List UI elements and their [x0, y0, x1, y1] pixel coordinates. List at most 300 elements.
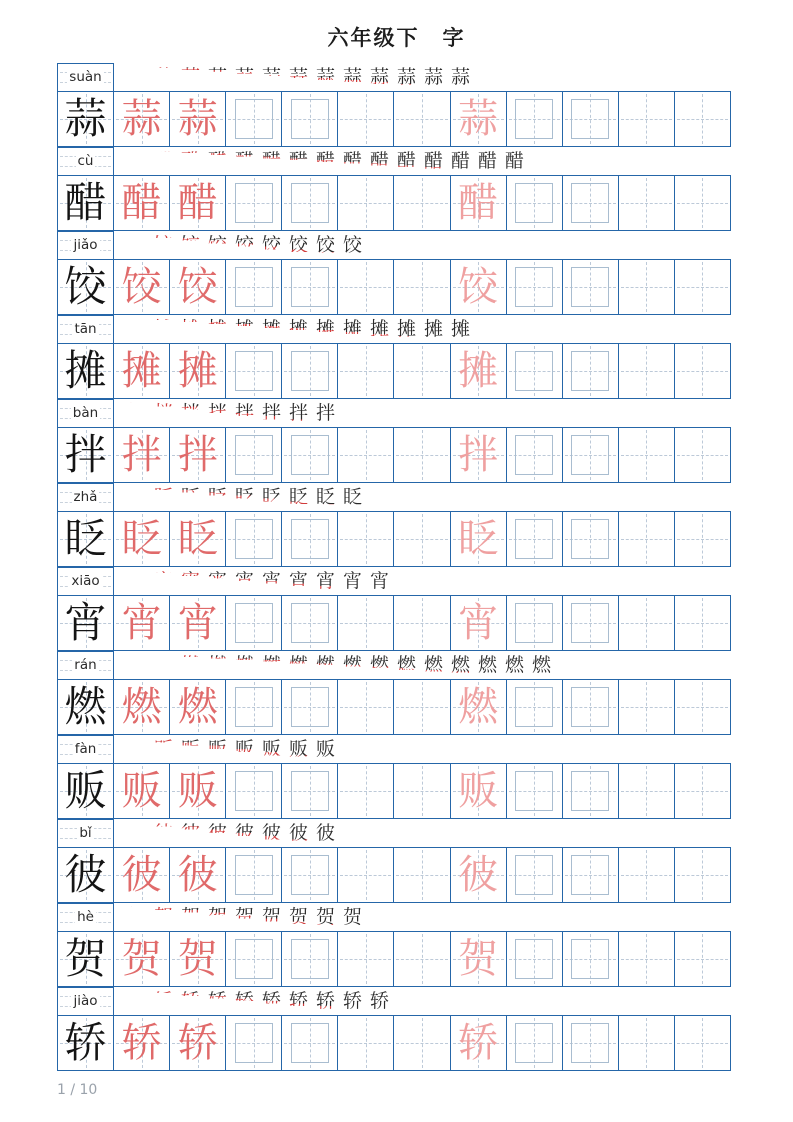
stroke-step-glyph: 醋	[261, 150, 281, 172]
stroke-step-glyph: 拌	[261, 402, 281, 424]
stroke-step-glyph: 贩	[234, 738, 254, 760]
model-character: 眨	[64, 514, 107, 563]
writing-guide-box	[291, 687, 329, 727]
trace-character-cell	[451, 932, 507, 986]
empty-box-cell	[507, 932, 563, 986]
stroke-step-glyph: 轿	[261, 990, 281, 1012]
model-character-cell	[58, 596, 114, 650]
empty-box-cell	[507, 344, 563, 398]
empty-box-cell	[282, 260, 338, 314]
writing-guide-box	[571, 603, 609, 643]
stroke-step-glyph: 彼	[180, 822, 200, 844]
trace-character: 轿	[177, 1020, 218, 1066]
writing-guide-box	[235, 939, 273, 979]
empty-practice-cell	[394, 932, 450, 986]
trace-character: 摊	[177, 348, 218, 394]
stroke-order-strip	[57, 399, 731, 427]
pinyin-box	[57, 483, 114, 511]
trace-character-cell	[114, 344, 170, 398]
stroke-order-strip	[57, 147, 731, 175]
stroke-step-glyph: 眨	[234, 486, 254, 508]
stroke-step-glyph: 彼	[261, 822, 281, 844]
stroke-order-strip	[57, 231, 731, 259]
writing-guide-box	[235, 183, 273, 223]
stroke-step-glyph: 摊	[396, 318, 416, 340]
stroke-step-glyph: 摊	[342, 318, 362, 340]
stroke-step-glyph: 燃	[126, 654, 146, 676]
stroke-step-glyph: 摊	[423, 318, 443, 340]
character-block	[57, 735, 731, 819]
trace-character: 宵	[177, 600, 218, 646]
stroke-step-glyph: 摊	[153, 318, 173, 340]
trace-character-cell	[114, 848, 170, 902]
empty-practice-cell	[338, 1016, 394, 1070]
empty-box-cell	[226, 428, 282, 482]
trace-character: 贩	[121, 768, 162, 814]
empty-practice-cell	[394, 848, 450, 902]
model-character-cell	[58, 344, 114, 398]
stroke-step-glyph: 拌	[315, 402, 335, 424]
empty-practice-cell	[338, 596, 394, 650]
empty-box-cell	[563, 596, 619, 650]
stroke-step-glyph: 贺	[315, 906, 335, 928]
stroke-step-glyph: 贩	[315, 738, 335, 760]
stroke-sequence	[114, 231, 731, 259]
stroke-step-glyph: 燃	[477, 654, 497, 676]
stroke-step-glyph: 摊	[288, 318, 308, 340]
stroke-order-strip	[57, 987, 731, 1015]
empty-box-cell	[226, 596, 282, 650]
stroke-step-glyph: 轿	[126, 990, 146, 1012]
stroke-step-glyph: 蒜	[288, 66, 308, 88]
stroke-step-glyph: 拌	[126, 402, 146, 424]
model-character: 燃	[64, 682, 107, 731]
stroke-step-glyph: 燃	[207, 654, 227, 676]
empty-practice-cell	[338, 344, 394, 398]
empty-box-cell	[507, 1016, 563, 1070]
stroke-step-glyph: 燃	[180, 654, 200, 676]
empty-practice-cell	[675, 680, 730, 734]
empty-practice-cell	[338, 764, 394, 818]
practice-grid-row	[57, 343, 731, 399]
writing-guide-box	[235, 267, 273, 307]
writing-guide-box	[291, 519, 329, 559]
trace-character-cell	[114, 596, 170, 650]
stroke-sequence	[114, 903, 731, 931]
empty-practice-cell	[675, 596, 730, 650]
trace-character: 贺	[458, 936, 499, 982]
trace-character: 眨	[458, 516, 499, 562]
trace-character-cell	[170, 932, 226, 986]
empty-box-cell	[507, 596, 563, 650]
stroke-sequence	[114, 147, 731, 175]
writing-guide-box	[515, 99, 553, 139]
stroke-step-glyph: 贺	[261, 906, 281, 928]
trace-character-cell	[114, 92, 170, 146]
pinyin-label: fàn	[74, 740, 97, 757]
trace-character: 宵	[458, 600, 499, 646]
trace-character-cell	[114, 260, 170, 314]
trace-character: 拌	[177, 432, 218, 478]
stroke-step-glyph: 宵	[153, 570, 173, 592]
empty-box-cell	[226, 260, 282, 314]
empty-practice-cell	[619, 260, 675, 314]
empty-box-cell	[226, 512, 282, 566]
stroke-step-glyph: 燃	[261, 654, 281, 676]
stroke-step-glyph: 彼	[126, 822, 146, 844]
trace-character-cell	[451, 260, 507, 314]
stroke-step-glyph: 宵	[342, 570, 362, 592]
stroke-step-glyph: 轿	[180, 990, 200, 1012]
stroke-step-glyph: 醋	[315, 150, 335, 172]
empty-box-cell	[563, 680, 619, 734]
empty-box-cell	[563, 512, 619, 566]
stroke-step-glyph: 彼	[153, 822, 173, 844]
stroke-step-glyph: 彼	[234, 822, 254, 844]
stroke-step-glyph: 摊	[261, 318, 281, 340]
stroke-step-glyph: 眨	[207, 486, 227, 508]
empty-practice-cell	[619, 932, 675, 986]
stroke-order-strip	[57, 735, 731, 763]
stroke-step-glyph: 醋	[342, 150, 362, 172]
stroke-step-glyph: 醋	[153, 150, 173, 172]
practice-grid-row	[57, 679, 731, 735]
stroke-step-glyph: 拌	[180, 402, 200, 424]
stroke-step-glyph: 宵	[180, 570, 200, 592]
stroke-step-glyph: 彼	[315, 822, 335, 844]
model-character-cell	[58, 764, 114, 818]
empty-box-cell	[563, 176, 619, 230]
empty-box-cell	[507, 92, 563, 146]
empty-practice-cell	[338, 848, 394, 902]
writing-guide-box	[571, 1023, 609, 1063]
trace-character: 蒜	[121, 96, 162, 142]
pinyin-box	[57, 987, 114, 1015]
empty-practice-cell	[619, 428, 675, 482]
pinyin-box	[57, 231, 114, 259]
stroke-order-strip	[57, 819, 731, 847]
trace-character-cell	[451, 428, 507, 482]
model-character: 彼	[64, 850, 107, 899]
pinyin-box	[57, 315, 114, 343]
stroke-sequence	[114, 651, 731, 679]
stroke-order-strip	[57, 483, 731, 511]
empty-practice-cell	[338, 176, 394, 230]
character-block	[57, 567, 731, 651]
stroke-step-glyph: 蒜	[396, 66, 416, 88]
stroke-step-glyph: 燃	[288, 654, 308, 676]
writing-guide-box	[515, 519, 553, 559]
writing-guide-box	[291, 267, 329, 307]
stroke-step-glyph: 贩	[288, 738, 308, 760]
stroke-step-glyph: 贺	[342, 906, 362, 928]
stroke-step-glyph: 眨	[288, 486, 308, 508]
stroke-step-glyph: 燃	[153, 654, 173, 676]
stroke-order-strip	[57, 903, 731, 931]
practice-grid-row	[57, 595, 731, 651]
trace-character: 拌	[121, 432, 162, 478]
writing-guide-box	[571, 687, 609, 727]
writing-guide-box	[291, 351, 329, 391]
trace-character: 彼	[458, 852, 499, 898]
stroke-step-glyph: 蒜	[180, 66, 200, 88]
model-character: 拌	[64, 430, 107, 479]
trace-character: 蒜	[177, 96, 218, 142]
empty-box-cell	[282, 428, 338, 482]
empty-box-cell	[507, 260, 563, 314]
pinyin-box	[57, 63, 114, 91]
writing-guide-box	[571, 855, 609, 895]
trace-character-cell	[170, 176, 226, 230]
stroke-step-glyph: 燃	[450, 654, 470, 676]
stroke-step-glyph: 摊	[207, 318, 227, 340]
stroke-step-glyph: 燃	[234, 654, 254, 676]
stroke-step-glyph: 饺	[261, 234, 281, 256]
model-character: 贺	[64, 934, 107, 983]
character-block	[57, 483, 731, 567]
stroke-step-glyph: 燃	[315, 654, 335, 676]
pinyin-label: tān	[74, 320, 97, 337]
stroke-step-glyph: 贩	[207, 738, 227, 760]
stroke-step-glyph: 饺	[315, 234, 335, 256]
trace-character: 饺	[121, 264, 162, 310]
stroke-step-glyph: 蒜	[234, 66, 254, 88]
trace-character: 蒜	[458, 96, 499, 142]
stroke-step-glyph: 醋	[423, 150, 443, 172]
stroke-step-glyph: 贺	[288, 906, 308, 928]
stroke-step-glyph: 轿	[288, 990, 308, 1012]
empty-practice-cell	[675, 260, 730, 314]
trace-character: 贺	[177, 936, 218, 982]
empty-practice-cell	[394, 260, 450, 314]
writing-guide-box	[571, 351, 609, 391]
stroke-step-glyph: 宵	[288, 570, 308, 592]
page-title: 六年级下 字	[327, 26, 466, 50]
trace-character: 轿	[458, 1020, 499, 1066]
trace-character: 彼	[177, 852, 218, 898]
empty-practice-cell	[619, 764, 675, 818]
empty-box-cell	[507, 680, 563, 734]
trace-character: 饺	[177, 264, 218, 310]
stroke-step-glyph: 燃	[342, 654, 362, 676]
stroke-step-glyph: 摊	[180, 318, 200, 340]
model-character-cell	[58, 512, 114, 566]
stroke-step-glyph: 眨	[261, 486, 281, 508]
stroke-step-glyph: 拌	[207, 402, 227, 424]
stroke-step-glyph: 醋	[396, 150, 416, 172]
empty-practice-cell	[338, 428, 394, 482]
stroke-sequence	[114, 399, 731, 427]
empty-practice-cell	[675, 176, 730, 230]
stroke-step-glyph: 饺	[342, 234, 362, 256]
empty-practice-cell	[675, 92, 730, 146]
empty-practice-cell	[394, 764, 450, 818]
trace-character: 宵	[121, 600, 162, 646]
writing-guide-box	[291, 1023, 329, 1063]
stroke-sequence	[114, 567, 731, 595]
empty-practice-cell	[394, 92, 450, 146]
stroke-order-strip	[57, 315, 731, 343]
pinyin-label: bàn	[72, 404, 99, 421]
stroke-step-glyph: 蒜	[342, 66, 362, 88]
writing-guide-box	[571, 183, 609, 223]
trace-character-cell	[114, 1016, 170, 1070]
trace-character: 醋	[458, 180, 499, 226]
stroke-step-glyph: 醋	[207, 150, 227, 172]
trace-character-cell	[451, 596, 507, 650]
writing-guide-box	[515, 687, 553, 727]
model-character-cell	[58, 92, 114, 146]
stroke-step-glyph: 醋	[504, 150, 524, 172]
pinyin-label: jiǎo	[73, 236, 98, 253]
trace-character: 摊	[458, 348, 499, 394]
empty-practice-cell	[394, 428, 450, 482]
stroke-step-glyph: 蒜	[369, 66, 389, 88]
stroke-step-glyph: 蒜	[450, 66, 470, 88]
trace-character-cell	[170, 344, 226, 398]
trace-character-cell	[451, 512, 507, 566]
empty-box-cell	[563, 1016, 619, 1070]
stroke-step-glyph: 燃	[531, 654, 551, 676]
trace-character-cell	[114, 176, 170, 230]
empty-box-cell	[507, 848, 563, 902]
empty-box-cell	[563, 428, 619, 482]
stroke-step-glyph: 蒜	[315, 66, 335, 88]
stroke-step-glyph: 轿	[234, 990, 254, 1012]
model-character: 轿	[64, 1018, 107, 1067]
stroke-step-glyph: 醋	[369, 150, 389, 172]
empty-box-cell	[282, 596, 338, 650]
stroke-step-glyph: 宵	[234, 570, 254, 592]
stroke-step-glyph: 贩	[261, 738, 281, 760]
stroke-step-glyph: 摊	[369, 318, 389, 340]
model-character-cell	[58, 176, 114, 230]
writing-guide-box	[291, 435, 329, 475]
trace-character: 拌	[458, 432, 499, 478]
empty-practice-cell	[619, 596, 675, 650]
stroke-sequence	[114, 315, 731, 343]
writing-guide-box	[291, 603, 329, 643]
pinyin-box	[57, 651, 114, 679]
model-character-cell	[58, 932, 114, 986]
stroke-step-glyph: 宵	[207, 570, 227, 592]
stroke-step-glyph: 醋	[288, 150, 308, 172]
empty-practice-cell	[394, 344, 450, 398]
trace-character-cell	[170, 848, 226, 902]
stroke-step-glyph: 燃	[369, 654, 389, 676]
empty-practice-cell	[619, 344, 675, 398]
trace-character: 贺	[121, 936, 162, 982]
trace-character-cell	[451, 848, 507, 902]
stroke-step-glyph: 轿	[342, 990, 362, 1012]
writing-guide-box	[235, 435, 273, 475]
practice-grid-row	[57, 1015, 731, 1071]
stroke-order-strip	[57, 63, 731, 91]
empty-practice-cell	[338, 92, 394, 146]
practice-grid-row	[57, 763, 731, 819]
empty-box-cell	[226, 176, 282, 230]
model-character-cell	[58, 428, 114, 482]
practice-grid-row	[57, 91, 731, 147]
stroke-sequence	[114, 819, 731, 847]
stroke-step-glyph: 宵	[261, 570, 281, 592]
trace-character-cell	[451, 764, 507, 818]
empty-box-cell	[563, 344, 619, 398]
writing-guide-box	[571, 99, 609, 139]
model-character: 醋	[64, 178, 107, 227]
empty-box-cell	[226, 344, 282, 398]
trace-character-cell	[114, 764, 170, 818]
empty-box-cell	[507, 428, 563, 482]
empty-box-cell	[226, 92, 282, 146]
model-character: 宵	[64, 598, 107, 647]
stroke-step-glyph: 贩	[180, 738, 200, 760]
character-block	[57, 987, 731, 1071]
model-character-cell	[58, 1016, 114, 1070]
stroke-step-glyph: 饺	[207, 234, 227, 256]
pinyin-box	[57, 567, 114, 595]
stroke-step-glyph: 拌	[153, 402, 173, 424]
trace-character-cell	[170, 92, 226, 146]
trace-character: 贩	[458, 768, 499, 814]
character-block	[57, 651, 731, 735]
pinyin-box	[57, 399, 114, 427]
stroke-step-glyph: 贺	[207, 906, 227, 928]
writing-guide-box	[515, 939, 553, 979]
empty-box-cell	[282, 764, 338, 818]
stroke-step-glyph: 拌	[234, 402, 254, 424]
writing-guide-box	[235, 771, 273, 811]
trace-character-cell	[170, 1016, 226, 1070]
stroke-step-glyph: 贺	[153, 906, 173, 928]
stroke-step-glyph: 贩	[126, 738, 146, 760]
empty-practice-cell	[675, 764, 730, 818]
trace-character-cell	[451, 176, 507, 230]
empty-practice-cell	[338, 932, 394, 986]
empty-box-cell	[563, 92, 619, 146]
stroke-step-glyph: 醋	[477, 150, 497, 172]
pinyin-label: zhǎ	[73, 488, 98, 505]
trace-character-cell	[170, 680, 226, 734]
writing-guide-box	[571, 519, 609, 559]
writing-guide-box	[515, 855, 553, 895]
model-character-cell	[58, 680, 114, 734]
empty-box-cell	[282, 92, 338, 146]
writing-guide-box	[515, 771, 553, 811]
stroke-order-strip	[57, 651, 731, 679]
trace-character: 燃	[121, 684, 162, 730]
empty-practice-cell	[675, 932, 730, 986]
writing-guide-box	[571, 771, 609, 811]
stroke-step-glyph: 蒜	[423, 66, 443, 88]
writing-guide-box	[515, 603, 553, 643]
pinyin-label: xiāo	[71, 572, 100, 589]
empty-box-cell	[282, 680, 338, 734]
practice-grid-row	[57, 847, 731, 903]
practice-grid-row	[57, 931, 731, 987]
stroke-step-glyph: 燃	[423, 654, 443, 676]
stroke-step-glyph: 摊	[450, 318, 470, 340]
stroke-step-glyph: 贺	[126, 906, 146, 928]
pinyin-box	[57, 903, 114, 931]
stroke-step-glyph: 轿	[207, 990, 227, 1012]
empty-box-cell	[282, 512, 338, 566]
pinyin-label: hè	[77, 908, 94, 925]
stroke-step-glyph: 摊	[315, 318, 335, 340]
empty-box-cell	[563, 764, 619, 818]
stroke-order-strip	[57, 567, 731, 595]
writing-guide-box	[515, 1023, 553, 1063]
